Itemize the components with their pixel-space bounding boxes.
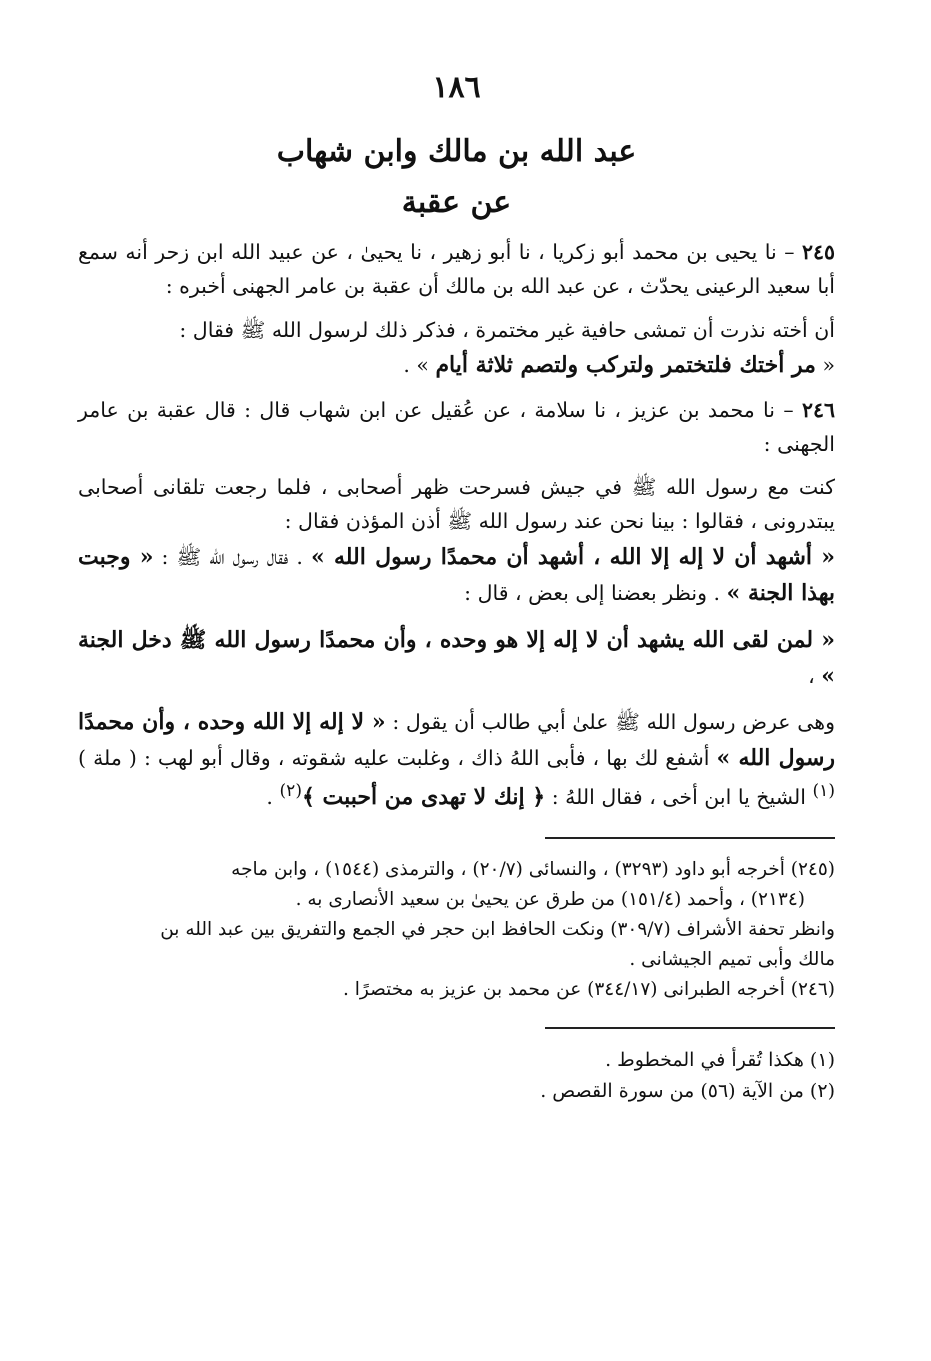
hadith-246-text [78, 471, 835, 611]
isnad-text: – نا محمد بن عزيز ، نا سلامة ، عن عُقيل عن ابن شهاب قال : قال عقبة بن عامر الجهنى : [78, 397, 835, 456]
matn-text: أشفع لك بها ، فأبى اللهُ ذاك ، وغلبت عليه شقوته ، وقال أبو لهب : ( ملة ) [78, 746, 717, 771]
hadith-246-isnad [78, 394, 835, 462]
prophetic-quote: « أشهد أن لا إله إلا الله ، أشهد أن محمدًا رسول الله » [310, 543, 835, 570]
hadith-number: ٢٤٥ [801, 240, 835, 264]
prophetic-quote: مر أختك فلتختمر ولتركب ولتصم ثلاثة أيام [435, 352, 816, 379]
source-note-line: (٢٤٥) أخرجه أبو داود (٣٢٩٣) ، والنسائى (٢٠/٧) ، والترمذى (١٥٤٤) ، وابن ماجه [231, 858, 835, 880]
divider-rule [545, 837, 835, 839]
matn-text: . فقال رسول الله ﷺ : [153, 544, 311, 569]
source-note-line: (٢٤٦) أخرجه الطبرانى (٣٤٤/١٧) عن محمد بن عزيز به مختصرًا . [343, 978, 835, 1000]
chapter-subtitle: عن عقبة [401, 185, 512, 220]
quran-quote: ﴿ إنك لا تهدى من أحببت ﴾ [301, 783, 546, 810]
prophetic-quote: « لا إله إلا الله وحده ، وأن محمدًا رسول الله » [78, 709, 835, 772]
source-note-line: (٢١٣٤) ، وأحمد (١٥١/٤) من طرق عن يحيىٰ بن سعيد الأنصارى به . [295, 888, 805, 910]
hadith-245-isnad [78, 236, 835, 304]
source-note-line: وانظر تحفة الأشراف (٣٠٩/٧) ونكت الحافظ ابن حجر في الجمع والتفريق بين عبد الله بن [160, 918, 835, 940]
quote-open: « [815, 353, 835, 378]
quote-close: » . [403, 353, 436, 378]
footnote-line: (١) هكذا تُقرأ في المخطوط . [605, 1048, 835, 1071]
source-note-line: مالك وأبى تميم الجيشانى . [629, 948, 835, 970]
footnote-line: (٢) من الآية (٥٦) من سورة القصص . [540, 1080, 835, 1103]
matn-text: . [266, 784, 280, 809]
matn-text: كنت مع رسول الله ﷺ في جيش فسرحت ظهر أصحابى ، فلما رجعت تلقانى أصحابى يبتدرونى ، فقالوا : بينا نحن عند رسول الله ﷺ أذن المؤذن فقال : [78, 475, 835, 534]
page-number: ١٨٦ [432, 70, 481, 105]
matn-text: ، [808, 663, 822, 688]
hadith-246-story [78, 704, 835, 815]
divider-rule [545, 1027, 835, 1029]
prophetic-quote: « لمن لقى الله يشهد أن لا إله إلا هو وحده ، وأن محمدًا رسول الله ﷺ دخل الجنة » [78, 626, 835, 689]
matn-text: أن أخته نذرت أن تمشى حافية غير مختمرة ، فذكر ذلك لرسول الله ﷺ فقال : [179, 317, 835, 342]
footnote-marker: (١) [812, 780, 835, 801]
hadith-246-quote [78, 622, 835, 695]
isnad-text: – نا يحيى بن محمد أبو زكريا ، نا أبو زهير ، نا يحيىٰ ، عن عبيد الله ابن زحر أنه سمع أبا سعيد الرعينى يحدّث ، عن عبد الله بن مالك أن عقبة بن عامر الجهنى أخبره : [78, 240, 835, 298]
hadith-number: ٢٤٦ [801, 397, 835, 422]
source-notes [78, 855, 835, 1005]
footnote-marker: (٢) [279, 780, 302, 801]
matn-text: . ونظر بعضنا إلى بعض ، قال : [464, 581, 727, 606]
chapter-title: عبد الله بن مالك وابن شهاب [276, 134, 637, 169]
matn-text: وهى عرض رسول الله ﷺ علىٰ أبي طالب أن يقول : [385, 710, 835, 735]
footnotes [78, 1045, 835, 1108]
matn-text: الشيخ يا ابن أخى ، فقال اللهُ : [545, 784, 813, 809]
prophetic-quote: « وجبت بهذا الجنة » [78, 543, 835, 607]
hadith-245-text [78, 314, 835, 384]
